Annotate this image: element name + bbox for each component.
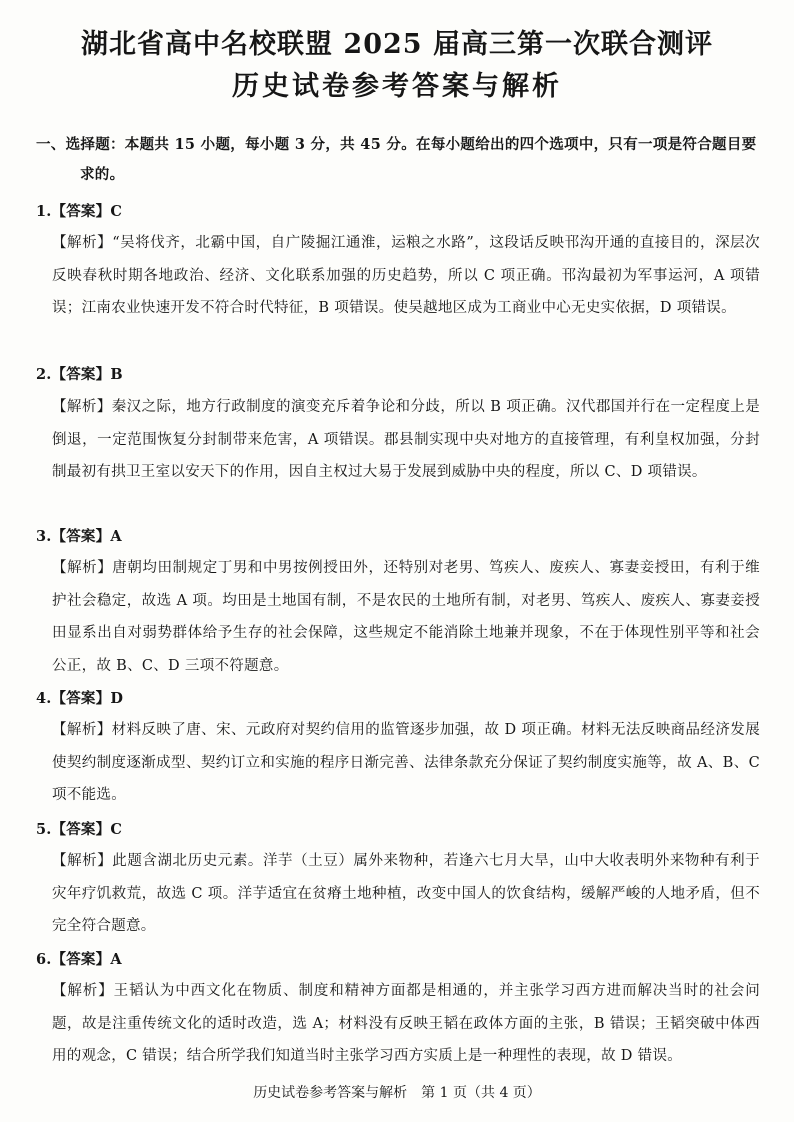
answer-3: 3.【答案】A	[36, 528, 122, 545]
answer-2: 2.【答案】B	[36, 366, 123, 383]
answer-5: 5.【答案】C	[36, 821, 123, 838]
answer-6: 6.【答案】A	[36, 951, 122, 968]
section-instructions-line1: 一、选择题：本题共 15 小题，每小题 3 分，共 45 分。在每小题给出的四个选项中，只有一项是符合题目要	[36, 136, 757, 153]
analysis-5: 【解析】此题含湖北历史元素。洋芋（土豆）属外来物种，若逢六七月大旱，山中大收表明外来物种有利于灾年疗饥救荒，故选 C 项。洋芋适宜在贫瘠土地种植，改变中国人的饮食结构，缓解严峻的人地矛盾，但不完全符合题意。	[52, 853, 760, 934]
answer-4: 4.【答案】D	[36, 690, 124, 707]
analysis-1: 【解析】“吴将伐齐，北霸中国，自广陵掘江通淮，运粮之水路”，这段话反映邗沟开通的直接目的，深层次反映春秋时期各地政治、经济、文化联系加强的历史趋势，所以 C 项正确。邗沟最初为军事运河，A 项错误；江南农业快速开发不符合时代特征，B 项错误。使吴越地区成为工商业中心无史实依据，D 项错误。	[52, 235, 760, 316]
section-instructions-line2: 求的。	[80, 166, 125, 183]
analysis-3: 【解析】唐朝均田制规定丁男和中男按例授田外，还特别对老男、笃疾人、废疾人、寡妻妾授田，有利于维护社会稳定，故选 A 项。均田是土地国有制，不是农民的土地所有制，对老男、笃疾人、废疾人、寡妻妾授田显系出自对弱势群体给予生存的社会保障，这些规定不能消除土地兼并现象，不在于体现性别平等和社会公正，故 B、C、D 三项不符题意。	[52, 560, 760, 674]
section-instructions	[36, 130, 766, 190]
analysis-2: 【解析】秦汉之际，地方行政制度的演变充斥着争论和分歧，所以 B 项正确。汉代郡国并行在一定程度上是倒退，一定范围恢复分封制带来危害，A 项错误。郡县制实现中央对地方的直接管理，有利皇权加强，分封制最初有拱卫王室以安天下的作用，因自主权过大易于发展到威胁中央的程度，所以 C、D 项错误。	[52, 399, 760, 480]
page-subtitle: 历史试卷参考答案与解析	[232, 71, 562, 102]
page-footer: 历史试卷参考答案与解析 第 1 页（共 4 页）	[253, 1085, 541, 1101]
analysis-6: 【解析】王韬认为中西文化在物质、制度和精神方面都是相通的，并主张学习西方进而解决当时的社会问题，故是注重传统文化的适时改造，选 A；材料没有反映王韬在政体方面的主张，B 错误；王韬突破中体西用的观念，C 错误；结合所学我们知道当时主张学习西方实质上是一种理性的表现，故 D 错误。	[52, 983, 760, 1064]
page-title: 湖北省高中名校联盟 2025 届高三第一次联合测评	[81, 29, 713, 60]
analysis-4: 【解析】材料反映了唐、宋、元政府对契约信用的监管逐步加强，故 D 项正确。材料无法反映商品经济发展使契约制度逐渐成型、契约订立和实施的程序日渐完善、法律条款充分保证了契约制度实施等，故 A、B、C 项不能选。	[52, 722, 760, 803]
answer-1: 1.【答案】C	[36, 203, 123, 220]
